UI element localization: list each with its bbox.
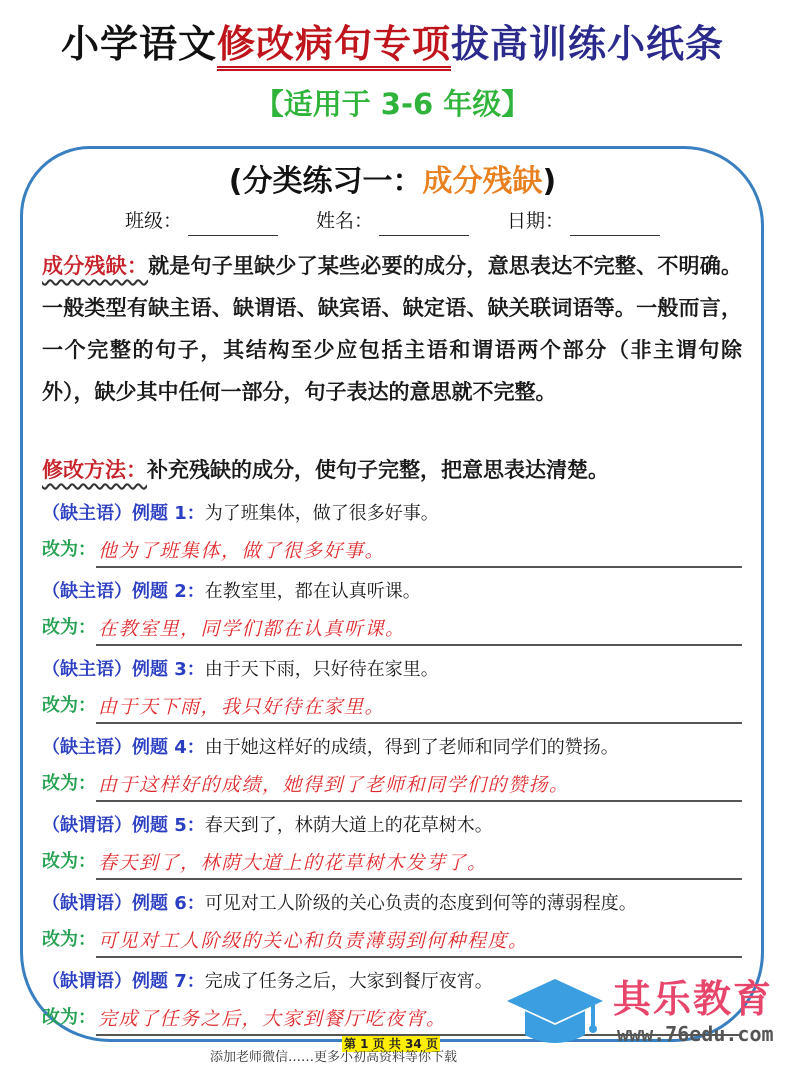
method-text: 补充残缺的成分，使句子完整，把意思表达清楚。 [147, 457, 609, 482]
title-part-2-highlight: 修改病句专项 [217, 22, 451, 71]
definition-label: 成分残缺： [42, 253, 149, 278]
section-topic: 成分残缺 [422, 164, 543, 199]
class-label: 班级： [124, 210, 182, 232]
example-question [42, 964, 493, 1000]
example-answer [42, 532, 742, 568]
name-blank[interactable] [379, 214, 469, 236]
example-number: 例题 3： [132, 659, 205, 680]
grade-subtitle: 【适用于 3-6 年级】 [254, 87, 531, 121]
student-info-row [0, 206, 785, 236]
example-question [42, 730, 619, 766]
date-blank[interactable] [570, 214, 660, 236]
example-item [42, 574, 742, 652]
example-tag: （缺谓语） [42, 971, 132, 992]
example-number: 例题 7： [132, 971, 205, 992]
logo-brand-name: 其乐教育 [613, 977, 774, 1021]
page-indicator: 第 1 页 共 34 页 [344, 1037, 438, 1051]
answer-text: 在教室里，同学们都在认真听课。 [96, 614, 742, 646]
date-label: 日期： [507, 210, 565, 232]
answer-label: 改为： [42, 617, 96, 638]
example-number: 例题 1： [132, 503, 205, 524]
example-tag: （缺谓语） [42, 893, 132, 914]
answer-text: 可见对工人阶级的关心和负责薄弱到何种程度。 [96, 926, 742, 958]
answer-text: 他为了班集体，做了很多好事。 [96, 536, 742, 568]
example-tag: （缺主语） [42, 503, 132, 524]
definition-paragraph [42, 245, 742, 413]
example-number: 例题 5： [132, 815, 205, 836]
main-title [0, 18, 785, 70]
answer-label: 改为： [42, 695, 96, 716]
example-question-text: 为了班集体，做了很多好事。 [204, 503, 439, 524]
answer-label: 改为： [42, 1007, 96, 1028]
example-question [42, 652, 439, 688]
example-answer [42, 844, 742, 880]
method-paragraph [42, 449, 742, 491]
example-question-text: 在教室里，都在认真听课。 [204, 581, 421, 602]
example-tag: （缺主语） [42, 581, 132, 602]
logo-url: www.76edu.com [617, 1022, 774, 1046]
section-title-suffix: ) [542, 164, 557, 199]
example-answer [42, 610, 742, 646]
answer-label: 改为： [42, 929, 96, 950]
example-item [42, 496, 742, 574]
example-question [42, 496, 439, 532]
example-answer [42, 688, 742, 724]
answer-label: 改为： [42, 851, 96, 872]
example-tag: （缺主语） [42, 737, 132, 758]
graduation-cap-icon [505, 975, 605, 1047]
example-number: 例题 6： [132, 893, 205, 914]
example-question [42, 574, 421, 610]
example-item [42, 652, 742, 730]
class-field [125, 206, 278, 236]
answer-text: 春天到了，林荫大道上的花草树木发芽了。 [96, 848, 742, 880]
answer-text: 由于天下雨，我只好待在家里。 [96, 692, 742, 724]
example-answer [42, 922, 742, 958]
section-title-prefix: (分类练习一： [228, 164, 423, 199]
answer-label: 改为： [42, 539, 96, 560]
name-field [316, 206, 469, 236]
example-question-text: 由于她这样好的成绩，得到了老师和同学们的赞扬。 [204, 737, 619, 758]
section-title [0, 160, 785, 204]
example-item [42, 886, 742, 964]
method-label: 修改方法： [42, 457, 147, 482]
answer-label: 改为： [42, 773, 96, 794]
example-question [42, 886, 637, 922]
example-question-text: 由于天下雨，只好待在家里。 [204, 659, 439, 680]
example-number: 例题 2： [132, 581, 205, 602]
example-item [42, 808, 742, 886]
watermark-logo [505, 975, 785, 1047]
class-blank[interactable] [188, 214, 278, 236]
title-part-3: 拔高训练小纸条 [451, 22, 725, 66]
example-question-text: 可见对工人阶级的关心负责的态度到何等的薄弱程度。 [204, 893, 637, 914]
example-list [42, 496, 742, 1042]
footer-clipped-line: 添加老师微信……更多小初高资料等你下载 [210, 1050, 458, 1065]
answer-text: 由于这样好的成绩，她得到了老师和同学们的赞扬。 [96, 770, 742, 802]
date-field [507, 206, 660, 236]
title-part-1: 小学语文 [60, 22, 217, 66]
definition-text: 就是句子里缺少了某些必要的成分，意思表达不完整、不明确。一般类型有缺主语、缺谓语、缺宾语、缺定语、缺关联词语等。一般而言，一个完整的句子，其结构至少应包括主语和谓语两个部分（非主谓句除外），缺少其中任何一部分，句子表达的意思就不完整。 [42, 253, 742, 404]
example-tag: （缺主语） [42, 659, 132, 680]
example-number: 例题 4： [132, 737, 205, 758]
example-item [42, 730, 742, 808]
answer-text: 完成了任务之后，大家到餐厅吃夜宵。 [96, 1004, 742, 1036]
example-question [42, 808, 493, 844]
example-question-text: 春天到了，林荫大道上的花草树木。 [204, 815, 493, 836]
example-answer [42, 766, 742, 802]
example-tag: （缺谓语） [42, 815, 132, 836]
example-question-text: 完成了任务之后，大家到餐厅夜宵。 [204, 971, 493, 992]
name-label: 姓名： [315, 210, 373, 232]
